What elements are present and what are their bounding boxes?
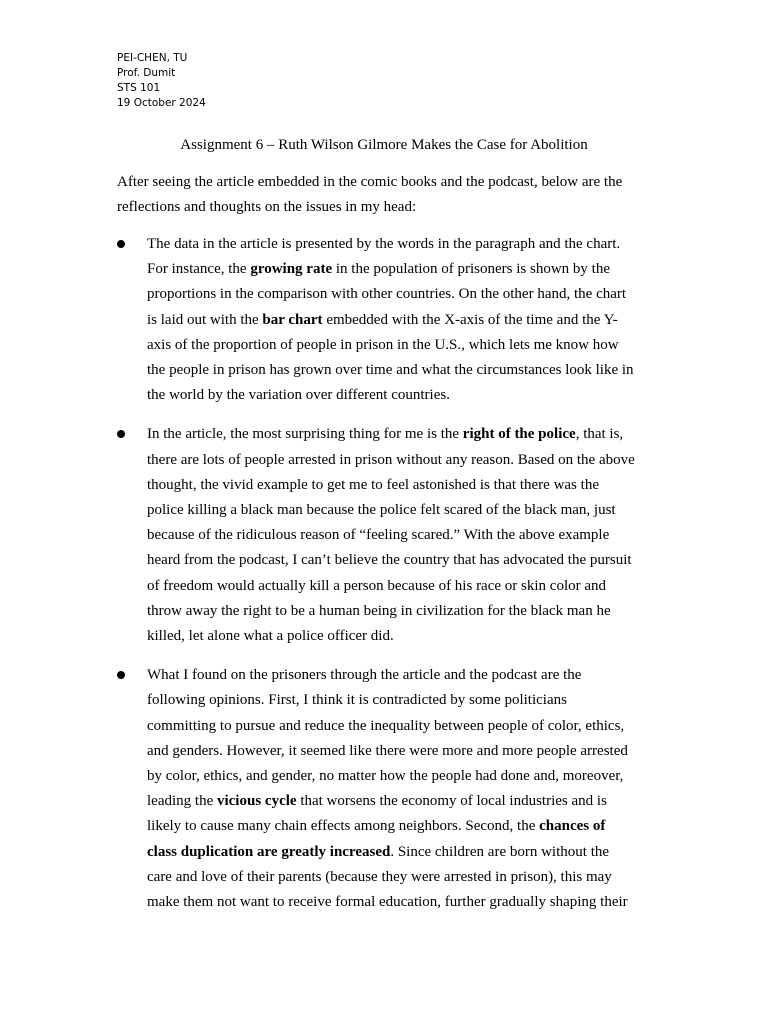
bullet-icon	[117, 430, 125, 438]
text-line: axis of the proportion of people in prison in the U.S., which lets me know how	[147, 336, 619, 353]
text-line: The data in the article is presented by the words in the paragraph and the chart.	[147, 236, 621, 252]
text-line: the world by the variation over different countries.	[147, 387, 450, 404]
text-line: there are lots of people arrested in prison without any reason. Based on the above	[147, 451, 635, 468]
list-item-text	[147, 663, 657, 915]
bold-term: class duplication are greatly increased	[147, 843, 391, 860]
text-line: the people in prison has grown over time and what the circumstances look like in	[147, 362, 634, 379]
text-span: leading the	[147, 793, 217, 810]
text-line	[147, 308, 657, 333]
bold-term: chances of	[539, 818, 606, 835]
text-line: of freedom would actually kill a person because of his race or skin color and	[147, 577, 607, 594]
text-line: throw away the right to be a human being in civilization for the black man he	[147, 602, 611, 619]
intro-line: After seeing the article embedded in the comic books and the podcast, below are the	[117, 174, 623, 190]
text-span: , that is,	[575, 426, 624, 443]
text-span: . Since children are born without the	[390, 843, 610, 860]
intro-line: reflections and thoughts on the issues in my head:	[117, 199, 417, 215]
text-line: thought, the vivid example to get me to feel astonished is that there was the	[147, 476, 599, 493]
text-line	[147, 789, 657, 814]
text-line: because of the ridiculous reason of “feeling scared.” With the above example	[147, 527, 610, 544]
text-line: committing to pursue and reduce the inequality between people of color, ethics,	[147, 717, 625, 734]
bold-term: right of the police	[462, 426, 576, 443]
bullet-icon	[117, 671, 125, 679]
document-title: Assignment 6 – Ruth Wilson Gilmore Makes the Case for Abolition	[180, 137, 588, 153]
bold-term: growing rate	[250, 261, 333, 278]
text-line: care and love of their parents (because they were arrested in prison), this may	[147, 868, 612, 885]
text-line: killed, let alone what a police officer did.	[147, 628, 394, 645]
text-line: and genders. However, it seemed like there were more and more people arrested	[147, 742, 628, 759]
text-span: in the population of prisoners is shown by the	[332, 261, 610, 278]
list-item	[117, 232, 657, 408]
text-line: proportions in the comparison with other countries. On the other hand, the chart	[147, 286, 627, 303]
author-name: PEI-CHEN, TU	[117, 52, 188, 64]
text-line	[147, 814, 657, 839]
intro-paragraph	[117, 170, 657, 220]
text-line	[147, 257, 657, 282]
bold-term: vicious cycle	[216, 793, 297, 810]
text-span: likely to cause many chain effects among neighbors. Second, the	[147, 818, 540, 835]
text-span: In the article, the most surprising thing for me is the	[147, 426, 463, 443]
text-line: make them not want to receive formal education, further gradually shaping their	[147, 894, 628, 911]
text-line: by color, ethics, and gender, no matter how the people had done and, moreover,	[147, 768, 624, 785]
text-span: For instance, the	[147, 261, 251, 278]
document-date: 19 October 2024	[117, 97, 206, 109]
course-code: STS 101	[117, 82, 161, 94]
text-line: police killing a black man because the police felt scared of the black man, just	[147, 502, 616, 519]
professor-name: Prof. Dumit	[117, 67, 176, 79]
text-line: What I found on the prisoners through the article and the podcast are the	[147, 667, 582, 684]
text-line	[147, 840, 657, 865]
document-header	[117, 51, 206, 111]
bold-term: bar chart	[262, 311, 323, 328]
text-span: that worsens the economy of local industries and is	[296, 793, 607, 810]
text-line: following opinions. First, I think it is contradicted by some politicians	[147, 692, 567, 709]
bullet-icon	[117, 240, 125, 248]
reflection-list	[117, 232, 657, 929]
list-item-text	[147, 232, 657, 408]
list-item	[117, 663, 657, 915]
list-item-text	[147, 422, 657, 649]
text-line	[147, 422, 657, 447]
text-line: heard from the podcast, I can’t believe the country that has advocated the pursuit	[147, 552, 632, 569]
list-item	[117, 422, 657, 649]
text-span: embedded with the X-axis of the time and the Y-	[322, 311, 618, 328]
text-span: is laid out with the	[147, 311, 263, 328]
